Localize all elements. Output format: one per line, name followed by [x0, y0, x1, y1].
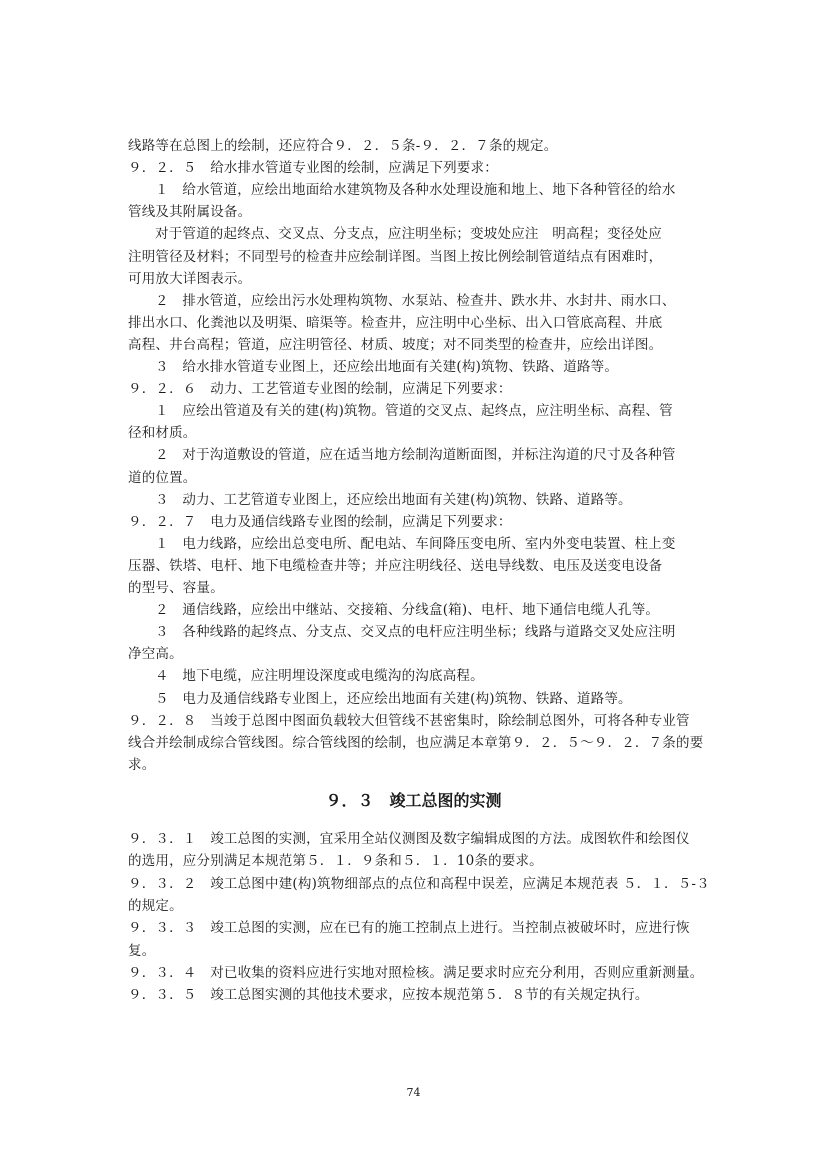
text-line: ９．３．３ 竣工总图的实测，应在已有的施工控制点上进行。当控制点被破坏时，应进行恢 [128, 920, 690, 937]
text-line: １ 给水管道，应绘出地面给水建筑物及各种水处理设施和地上、地下各种管径的给水 [155, 182, 676, 199]
page-number: 74 [406, 1086, 421, 1099]
text-line: 复。 [128, 942, 156, 959]
text-line: ４ 地下电缆，应注明埋设深度或电缆沟的沟底高程。 [155, 668, 484, 685]
text-line: ９．３．１ 竣工总图的实测，宜采用全站仪测图及数字编辑成图的方法。成图软件和绘图仪 [128, 831, 690, 847]
text-line: ２ 对于沟道敷设的管道，应在适当地方绘制沟道断面图，并标注沟道的尺寸及各种管 [155, 447, 676, 464]
text-line: ３ 动力、工艺管道专业图上，还应绘出地面有关建(构)筑物、铁路、道路等。 [155, 491, 632, 508]
text-line: ５ 电力及通信线路专业图上，还应绘出地面有关建(构)筑物、铁路、道路等。 [155, 690, 632, 707]
text-line: 的规定。 [128, 897, 183, 914]
text-line: 对于管道的起终点、交叉点、分支点，应注明坐标；变坡处应注 明高程；变径处应 [155, 226, 662, 243]
text-line: 排出水口、化粪池以及明渠、暗渠等。检查井，应注明中心坐标、出入口管底高程、井底 [128, 314, 663, 331]
text-line: 高程、井台高程；管道，应注明管径、材质、坡度；对不同类型的检查井，应绘出详图。 [128, 336, 663, 353]
text-line: 求。 [128, 756, 156, 773]
text-line: １ 电力线路，应绘出总变电所、配电站、车间降压变电所、室内外变电装置、柱上变 [155, 535, 676, 552]
text-line: ９．３．２ 竣工总图中建(构)筑物细部点的点位和高程中误差，应满足本规范表 ５．１．５-３ [128, 875, 710, 892]
text-line: ９．２．８ 当竣于总图中图面负载较大但管线不甚密集时，除绘制总图外，可将各种专业管 [128, 712, 690, 729]
text-line: 的选用，应分别满足本规范第５．１．９条和５．１．10条的要求。 [128, 853, 543, 870]
text-line: 道的位置。 [128, 469, 197, 486]
text-line: ９．３．４ 对已收集的资料应进行实地对照检核。满足要求时应充分利用，否则应重新测量。 [128, 964, 704, 981]
text-line: ２ 通信线路，应绘出中继站、交接箱、分线盒(箱)、电杆、地下通信电缆人孔等。 [155, 602, 660, 619]
text-line: 的型号、容量。 [128, 580, 224, 596]
text-line: ３ 给水排水管道专业图上，还应绘出地面有关建(构)筑物、铁路、道路等。 [155, 359, 619, 375]
text-line: 压器、铁塔、电杆、地下电缆检查井等；并应注明线径、送电导线数、电压及送变电设备 [128, 557, 663, 574]
text-line: 可用放大详图表示。 [128, 270, 252, 287]
text-line: 径和材质。 [128, 425, 197, 442]
text-line: 净空高。 [128, 646, 183, 663]
text-line: 管线及其附属设备。 [128, 204, 252, 221]
text-line: 线路等在总图上的绘制，还应符合９．２．５条-９．２．７条的规定。 [128, 138, 558, 154]
text-line: ９．２．６ 动力、工艺管道专业图的绘制，应满足下列要求： [128, 381, 512, 398]
text-line: ３ 各种线路的起终点、分支点、交叉点的电杆应注明坐标；线路与道路交叉处应注明 [155, 624, 676, 641]
section-title: ９．３ 竣工总图的实测 [325, 791, 502, 810]
text-line: 线合并绘制成综合管线图。综合管线图的绘制，也应满足本章第９．２．５～９．２．７条的要 [128, 734, 704, 751]
text-line: 注明管径及材料；不同型号的检查井应绘制详图。当图上按比例绘制管道结点有困难时， [128, 248, 663, 265]
text-line: ９．３．５ 竣工总图实测的其他技术要求，应按本规范第５．８节的有关规定执行。 [128, 987, 649, 1004]
text-line: ９．２．５ 给水排水管道专业图的绘制，应满足下列要求： [128, 160, 498, 177]
text-line: ９．２．７ 电力及通信线路专业图的绘制，应满足下列要求： [128, 513, 512, 530]
text-line: １ 应绘出管道及有关的建(构)筑物。管道的交叉点、起终点，应注明坐标、高程、管 [155, 403, 673, 420]
text-line: ２ 排水管道，应绘出污水处理构筑物、水泵站、检查井、跌水井、水封井、雨水口、 [155, 292, 676, 309]
